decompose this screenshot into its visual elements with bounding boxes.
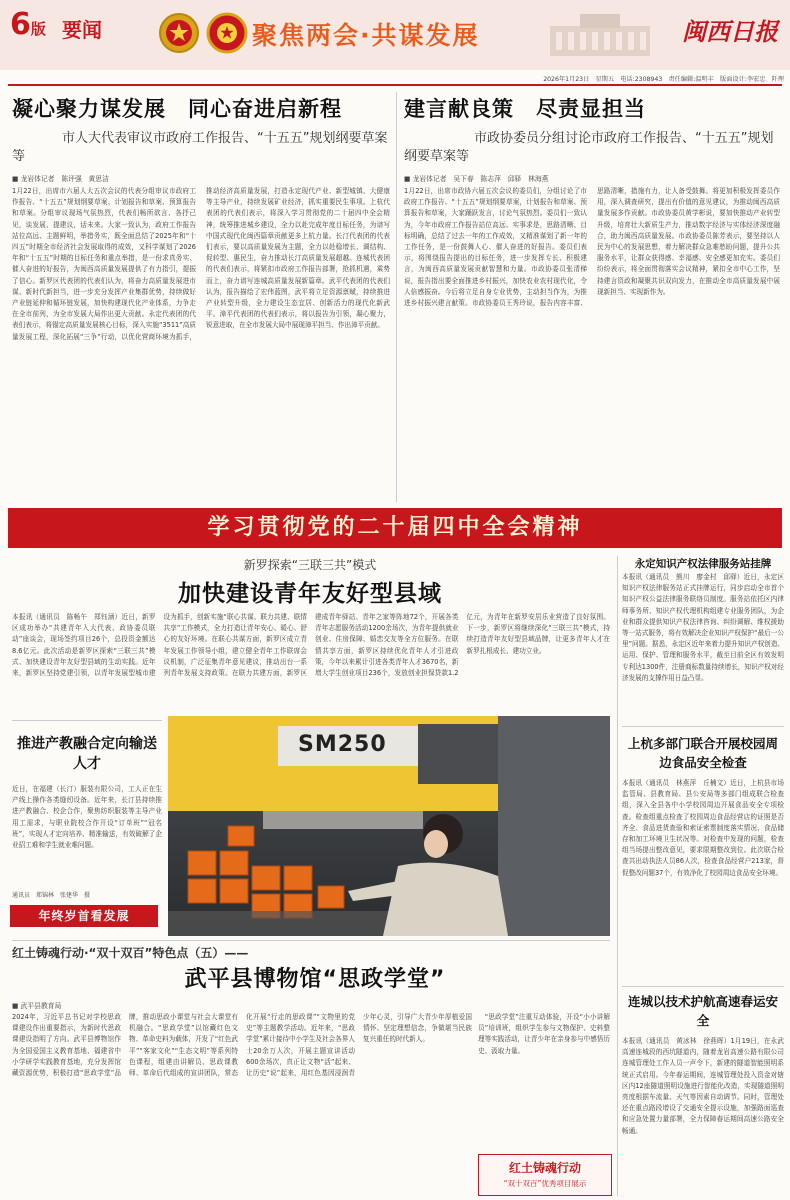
story1-byline: ■ 龙岩体记者 陈评强 黄思洁 — [12, 175, 109, 183]
story4-body: 本报讯（通讯员 熊川 廖金村 邱驿）近日，永定区知识产权法律服务站正式挂牌运行，同步启动全市首个知识产权公益法律服务联络员制度。服务站依托区内律师事务所、知识产权代理机构组建专业服务团队，为企业和群众提供知识产权法律咨询、纠纷调解、维权援助等一站式服务，将有效解决企业知识产权保护“最后一公里”问题。据悉，永定区近年来着力提升知识产权创造、运用、保护、管理和服务水平，截至目前全区有效发明专利达1300件，注册商标数量持续增长，知识产权对经济发展的支撑作用日益凸显。 — [622, 573, 784, 682]
cppcc-emblem-icon — [206, 12, 248, 54]
story5-title: 推进产教融合定向输送人才 — [17, 736, 157, 772]
story8-byline: ■ 武平县教育局 — [12, 1002, 62, 1010]
masthead-rule — [8, 84, 782, 86]
story2-body: 1月22日，出席市政协六届五次会议的委员们，分组讨论了市政府工作报告、“十五五”规划纲要草案，计划报告和草案、预算报告和草案，大家踊跃发言，讨论气氛热烈。委员们一致认为，今年市政府工作报告站位高远、实事求是，思路清晰、目标明确，总结了过去一年的工作成效，又精准谋划了新一年的工作任务，是一份鼓舞人心、催人奋进的好报告。委员们表示，将围绕报告提出的目标任务，进一步发挥专长、积极建言，为闽西高质量发展贡献智慧和力量。市政协委员张清梯说，报告指出要全面推进乡村振兴，加快农业农村现代化，令人倍感振奋。今后将立足自身专业优势，主动担当作为，为推进乡村振兴建言献策。市政协委员王秀玲说，报告内容丰富、思路清晰，措施有力，让人备受鼓舞。将更加积极发挥委员作用，深入调查研究，提出有价值的意见建议，为推动闽西高质量发展多作贡献。市政协委员黄学彬说，要加快推动产业转型升级，培育壮大新质生产力，推动数字经济与实体经济深度融合，助力闽西高质量发展。市政协委员陈芳表示，要坚持以人民为中心的发展思想，着力解决群众急难愁盼问题，提升公共服务水平，让群众获得感、幸福感、安全感更加充实。委员们纷纷表示，将全面贯彻落实会议精神，紧扣全市中心工作，坚持建言资政和凝聚共识双向发力，在推动全市高质量发展中展现新担当、实现新作为。 — [404, 187, 780, 308]
story8-kicker: 红土铸魂行动·“双十双百”特色点（五）—— — [12, 946, 249, 960]
story1-title: 凝心聚力谋发展 同心奋进启新程 — [12, 97, 342, 121]
series-tag-line2: “双十双百”优秀项目展示 — [503, 1179, 587, 1188]
national-emblem-icon — [158, 12, 200, 54]
story3-body: 本报讯（通讯员 陈畅午 郑钰涵）近日，新罗区成功举办“共建青年入大代表、政协委员联动”座谈会，现场签约项目26个，总投资金额达8.6亿元。此次活动是新罗区探索“三联三共”模式、加快建设青年友好型县域的生动实践。近年来，新罗区坚持党建引领，以青年发展型城市建设为抓手，创新实施“联心共谋、联力共建、联情共享”工作模式，全力打造让青年安心、暖心、舒心的友好环境。在联心共谋方面，新罗区成立青年发展工作领导小组，建立健全青年工作联席会议机制，广泛征集青年意见建议，推动出台一系列青年发展支持政策。在联力共建方面，新罗区建成青年驿站、青年之家等阵地72个，开展各类青年志愿服务活动1200余场次，为青年提供就业创业、住房保障、婚恋交友等全方位服务。在联情共享方面，新罗区持续优化青年人才引进政策，今年以来累计引进各类青年人才3670名，新增大学生创业项目236个，发放创业担保贷款1.2亿元，为青年在新罗安居乐业营造了良好氛围。下一步，新罗区将继续深化“三联三共”模式，持续打造青年友好型县域品牌，让更多青年人才在新罗扎根成长、建功立业。 — [12, 613, 610, 678]
page-number-unit: 版 — [30, 20, 46, 38]
story8-body-continued: “思政学堂”注重互动体验，开设“小小讲解员”培训班，组织学生参与文物保护、史料整理等实践活动，让青少年在亲身参与中感悟历史、汲取力量。 — [478, 1013, 610, 1055]
story2-subtitle: 市政协委员分组讨论市政府工作报告、“十五五”规划纲要草案等 — [404, 131, 774, 164]
paper-name-logo: 闽西日报 — [682, 17, 778, 46]
story6-title: 上杭多部门联合开展校园周边食品安全检查 — [627, 736, 778, 770]
story7-top-rule — [622, 986, 784, 987]
factory-photo — [168, 716, 610, 936]
theme-banner — [8, 508, 782, 548]
banner-title: 聚焦两会·共谋发展 — [252, 21, 480, 50]
story3-title: 加快建设青年友好型县域 — [178, 581, 442, 607]
story2-byline: ■ 龙岩体记者 吴下春 陈志萍 邱驿 林海燕 — [404, 175, 549, 183]
story4-title: 永定知识产权法律服务站挂牌 — [634, 558, 772, 570]
story1-body: 1月22日，出席市六届人大五次会议的代表分组审议市政府工作报告、“十五五”规划纲要草案、计划报告和草案、预算报告和草案。分组审议现场气氛热烈，代表们畅所欲言、各抒己见，谈发展、提建议，话未来。大家一致认为，政府工作报告站位高远、主题鲜明，举措务实，既全面总结了2025年和“十四五”时期全市经济社会发展取得的成效，又科学谋划了2026年和“十五五”时期的目标任务和重点举措，是一份求真务实、催人奋进的好报告，为闽西高质量发展提供了有力指引，提振了信心。新罗区代表团的代表们认为，将奋力高质量发展进市谋、新时代新担当，进一步充分发挥产业集群优势，持续做好产业链延伸和循环链发展，加快构建现代化产业体系，力争走在全市前列，为全市发展大局作出更大贡献。永定代表团的代表们表示，将锚定高质量发展核心目标，深入实施“3511”高质量发展工程，深化拓展“三争”行动，以优化营商环境为抓手，推动经济高质量发展，打造永定现代产业、新型城镇、大健康等主导产业，持续发展矿业经济，抓实重要民生事项。上杭代表团的代表们表示，将深入学习贯彻党的二十届四中全会精神，统筹推进城乡建设，全力以赴完成年度目标任务，为谱写中国式现代化闽西篇章贡献更多上杭力量。长汀代表团的代表们表示，要以高质量发展为主题，全力以赴稳增长、调结构、促转型、惠民生，奋力推动长汀高质量发展超越。连城代表团的代表们表示，将紧扣市政府工作报告部署，抢抓机遇，乘势而上，奋力谱写连城高质量发展新篇章。武平代表团的代表们认为，报告描绘了宏伟蓝图，武平将立足资源禀赋，持续推进产业转型升级，全力建设生态宜居、创新活力的现代化新武平。漳平代表团的代表们表示，将以报告为引领，凝心聚力，锐意进取，在全市发展大局中展现漳平担当、作出漳平贡献。 — [12, 187, 390, 341]
feature-tag — [10, 905, 158, 927]
section-name: 要闻 — [62, 18, 102, 42]
series-tag-line1: 红土铸魂行动 — [508, 1161, 581, 1175]
story6-body: 本报讯（通讯员 林燕萍 丘楠文）近日，上杭县市场监管局、县教育局、县公安局等多部门组成联合检查组，深入全县各中小学校园周边开展食品安全专项检查。检查组重点检查了校园周边食品经营店的证照是否齐全、食品进货查验和索证索票制度落实情况、食品储存和加工环境卫生状况等。对检查中发现的问题，检查组当场提出整改意见，要求限期整改到位。此次联合检查共出动执法人员86人次，检查食品经营户213家，督促整改问题37个，有效净化了校园周边食品安全环境。 — [622, 779, 784, 877]
theme-banner-text: 学习贯彻党的二十届四中全会精神 — [207, 515, 583, 540]
machine-label: SM250 — [298, 732, 387, 757]
column-divider — [396, 92, 397, 502]
story5-credit: 通讯员 郑锦林 张建华 摄 — [12, 892, 91, 899]
story7-body: 本报讯（通讯员 黄冰林 徐燕晖）1月19日，在永武高速连城段的西坑隧道内，随着龙岩高速公路有限公司连城管理处工作人员一声令下，新建的隧道智能照明系统正式启用。今年春运期间，连城管理处投入资金对辖区内12座隧道照明设施进行智能化改造，实现隧道照明亮度根据车流量、天气等因素自动调节。同时，管理处还在重点路段增设了交通安全提示设施，加强路面巡查和应急处置力量部署，全力保障春运期间高速公路安全畅通。 — [622, 1037, 784, 1135]
story6-top-rule — [622, 726, 784, 727]
date-line: 2026年1月23日 星期五 电话:2308943 责任编辑:温明丰 版面设计:李宏忠 阡理 — [543, 76, 784, 83]
page-number-digit: 6 — [10, 7, 31, 42]
story1-subtitle: 市人大代表审议市政府工作报告、“十五五”规划纲要草案等 — [12, 131, 388, 164]
story8-body: 2024年，习近平总书记对学校思政课建设作出重要指示，为新时代思政课建设指明了方向。武平县博物馆作为全国爱国主义教育基地、福建省中小学研学实践教育基地，充分发挥馆藏资源优势，积极打造“思政学堂”品牌，推动思政小课堂与社会大课堂有机融合。“思政学堂”以馆藏红色文物、革命史料为载体，开发了“红色武平”“客家文化”“生态文明”等系列特色课程，组建由讲解员、思政课教师、革命后代组成的宣讲团队，常态化开展“行走的思政课”“文物里的党史”等主题教学活动。近年来，“思政学堂”累计接待中小学生及社会各界人士20余万人次，开展主题宣讲活动600余场次，真正让文物“活”起来、让历史“说”起来，用红色基因浸润青少年心灵，引导广大青少年厚植爱国情怀、坚定理想信念，争做堪当民族复兴重任的时代新人。 — [12, 1013, 472, 1078]
story7-title: 连城以技术护航高速春运安全 — [627, 994, 778, 1028]
series-tag-box — [478, 1154, 612, 1196]
story2-title: 建言献良策 尽责显担当 — [404, 97, 646, 121]
story8-top-rule — [12, 940, 610, 941]
story8-title: 武平县博物馆“思政学堂” — [184, 967, 446, 992]
story5-top-rule — [12, 720, 162, 721]
feature-tag-label: 年终岁首看发展 — [38, 909, 130, 923]
banner-building-illustration — [540, 6, 660, 62]
right-column-divider — [617, 556, 618, 1196]
story3-kicker: 新罗探索“三联三共”模式 — [243, 558, 377, 572]
page-number — [10, 7, 46, 44]
story5-body: 近日，在福建（长汀）服装有限公司，工人正在生产线上操作各类缝纫设备。近年来，长汀县持续推进产教融合、校企合作，聚焦纺织服装等主导产业用工需求，与职业院校合作开设“订单班”“冠名班”，实现人才定向培养、精准输送，有效破解了企业招工难和学生就业难问题。 — [12, 785, 162, 850]
